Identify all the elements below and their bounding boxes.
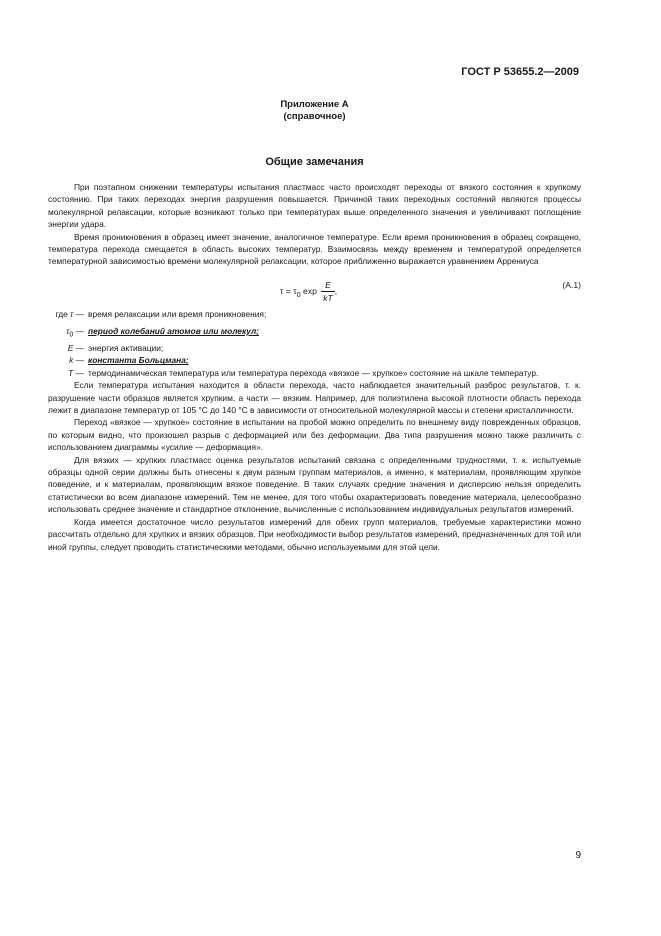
definitions-list — [48, 308, 581, 379]
definition-symbol: k — [69, 355, 74, 366]
annex-type: (справочное) — [283, 111, 346, 122]
definition-prefix: где — [55, 308, 71, 319]
definition-symbol: τ — [70, 308, 74, 319]
paragraph: Время проникновения в образец имеет значение, аналогичное температуре. Если время проникновения в образец сокращено, температура перехода смещается в область высоких температур. Взаимосвязь между временем и температурой определяется температурной зависимостью времени молекулярной релаксации, которое приближенно выражается уравнением Аррениуса — [48, 231, 581, 267]
definition-symbol: τ — [66, 325, 70, 336]
definition-text: время релаксации или время проникновения; — [88, 308, 267, 319]
formula-equals: = — [285, 286, 291, 297]
definition-dash: — — [75, 325, 84, 336]
formula-comma: , — [334, 286, 338, 297]
definition-symbol: E — [67, 343, 74, 353]
definition-item — [48, 367, 581, 379]
formula-fraction — [321, 279, 338, 305]
definition-item — [48, 354, 581, 366]
definition-text: термодинамическая температура или температура перехода «вязкое — хрупкое» состояние на шкале температур. — [88, 367, 539, 378]
paragraph: Когда имеется достаточное число результатов измерений для обеих групп материалов, требуемые характеристики можно рассчитать отдельно для хрупких и вязких образцов. При необходимости выбор результатов измерений, предназначенных для той или иной группы, следует проводить статистическими методами, обычно используемыми для этой цели. — [48, 516, 581, 552]
formula-tau: τ — [280, 286, 284, 297]
paragraph: При поэтапном снижении температуры испытания пластмасс часто происходят переходы от вязкого состояния к хрупкому состоянию. При таких переходах энергия разрушения повышается. Причиной таких переходных состояний являются процессы молекулярной релаксации, которые возникают только при температурах выше определенного значения и увеличивают поглощение энергии удара. — [48, 182, 581, 230]
page-number: 9 — [575, 850, 581, 861]
annex-heading — [0, 99, 629, 123]
definition-dash: — — [75, 308, 84, 319]
section-title: Общие замечания — [265, 156, 364, 168]
definition-item — [48, 308, 581, 325]
definition-dash: — — [75, 367, 84, 378]
paragraph: Если температура испытания находится в области перехода, часто наблюдается значительный разброс результатов, т. к. разрушение части образцов является хрупким, а части — вязким. Например, для полиэтилена высокой плотности область перехода лежит в диапазоне температур от 105 °С до 140 °С в зависимости от относительной молекулярной массы и степени кристалличности. — [48, 380, 581, 416]
formula-denominator: kT — [323, 293, 333, 304]
arrhenius-formula — [48, 272, 581, 302]
standard-number: ГОСТ Р 53655.2—2009 — [461, 66, 579, 78]
definition-subscript: 0 — [69, 331, 74, 339]
definition-dash: — — [75, 355, 84, 366]
handwritten-definition-text: период колебаний атомов или молекул; — [88, 325, 259, 336]
definition-text: энергия активации; — [88, 343, 164, 353]
definition-item — [48, 325, 581, 342]
formula-exp: exp — [303, 286, 317, 297]
paragraph: Для вязких — хрупких пластмасс оценка результатов испытаний связана с определенными трудностями, т. к. испытуемые образцы одной серии должны быть отнесены к двум разным группам материалов, а именно, к материалам, проявляющим хрупкое поведение, и к материалам, проявляющим вязкое поведение. В таких случаях средние значения и дисперсию нельзя определить статистически во всем диапазоне измерений. Тем не менее, для того чтобы охарактеризовать поведение материала, целесообразно использовать среднее значение и стандартное отклонение, вычисленные с использованием индивидуальных результатов измерений. — [48, 454, 581, 515]
paragraph: Переход «вязкое — хрупкое» состояние в испытании на пробой можно определить по внешнему виду поврежденных образцов, по которым видно, что произошел разрыв с деформацией или без деформации. Два типа разрушения можно также различить с использованием диаграммы «усилие — деформация». — [48, 417, 581, 453]
formula-tau0-subscript: 0 — [296, 290, 301, 299]
annex-label: Приложение А — [280, 99, 349, 110]
definition-dash: — — [75, 343, 84, 353]
equation-number: (А.1) — [562, 279, 581, 290]
formula-numerator: E — [321, 279, 335, 292]
handwritten-definition-text: константа Больцмана; — [88, 355, 189, 366]
definition-symbol: T — [68, 367, 74, 378]
definition-item — [48, 342, 581, 354]
formula-tau0: τ — [293, 286, 297, 297]
document-body — [48, 181, 581, 553]
formula-expression — [280, 279, 337, 305]
